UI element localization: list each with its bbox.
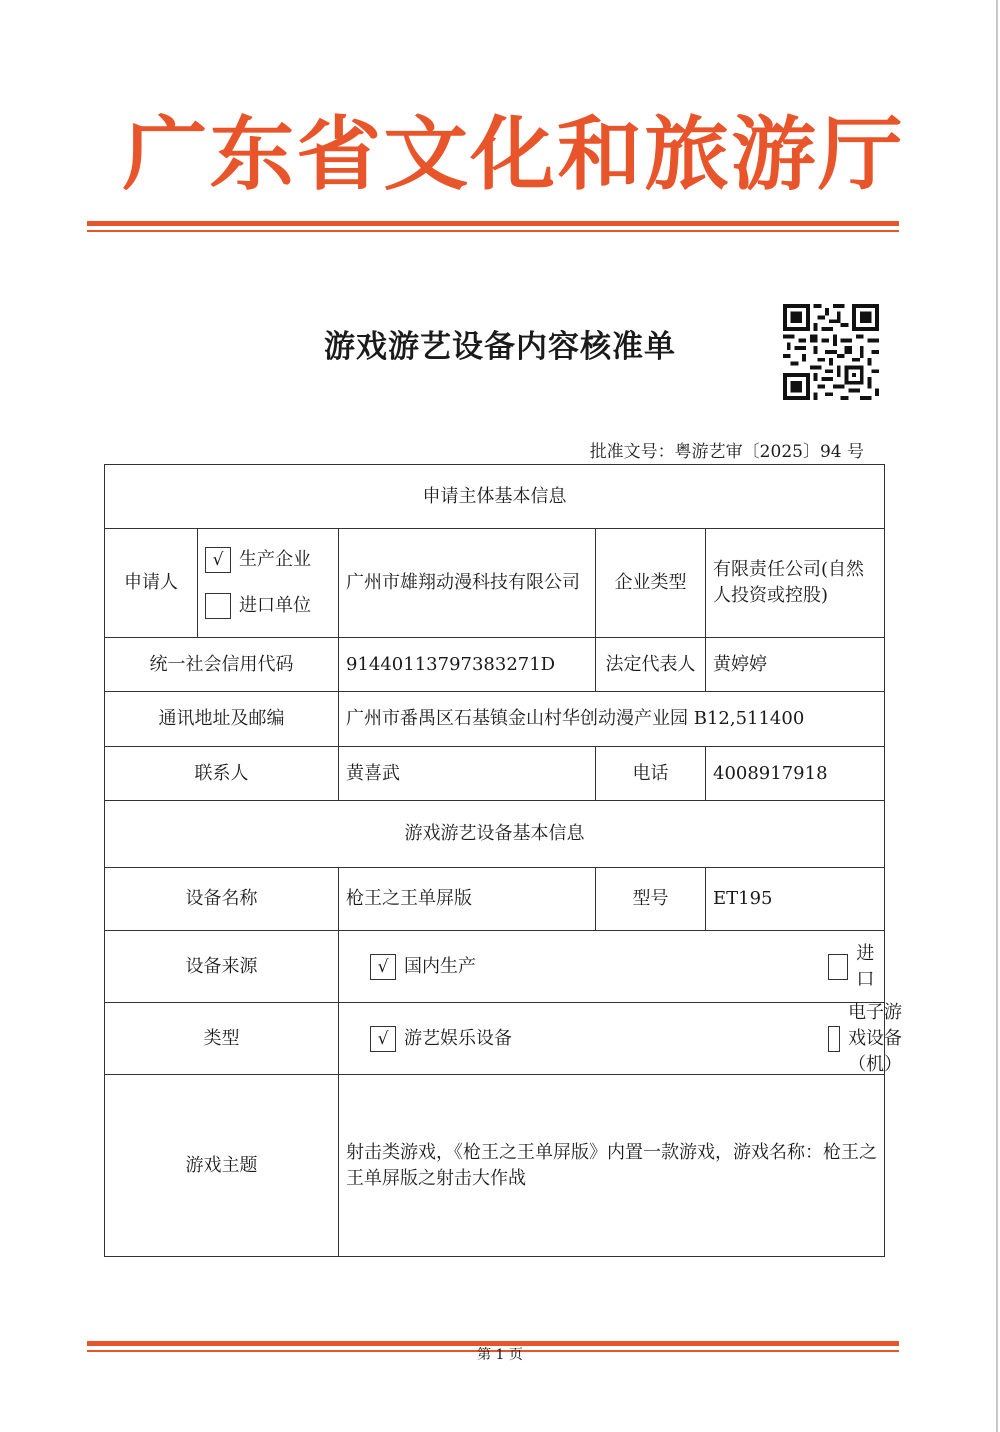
option-amusement[interactable] [370, 1024, 512, 1054]
table-row [105, 931, 885, 1003]
checkbox-checked-icon[interactable]: √ [370, 954, 396, 980]
theme-value: 射击类游戏，《枪王之王单屏版》内置一款游戏，游戏名称：枪王之王单屏版之射击大作战 [339, 1075, 885, 1257]
table-row [105, 1003, 885, 1075]
source-label: 设备来源 [105, 931, 339, 1003]
legal-rep-label: 法定代表人 [596, 638, 706, 692]
option-label: 游艺娱乐设备 [404, 1027, 512, 1049]
checkbox-empty-icon[interactable] [828, 954, 848, 980]
option-domestic[interactable] [370, 952, 476, 982]
table-row [105, 529, 885, 638]
checkbox-empty-icon[interactable] [828, 1026, 840, 1052]
option-label: 进口单位 [239, 595, 311, 616]
checkbox-empty-icon[interactable] [205, 593, 231, 619]
table-row [105, 868, 885, 931]
company-name: 广州市雄翔动漫科技有限公司 [339, 529, 596, 638]
contact-label: 联系人 [105, 747, 339, 801]
category-label: 类型 [105, 1003, 339, 1075]
address-value: 广州市番禺区石基镇金山村华创动漫产业园 B12,511400 [339, 692, 885, 747]
option-video-game[interactable] [828, 1001, 916, 1075]
option-label: 国内生产 [404, 955, 476, 977]
option-label: 生产企业 [239, 549, 311, 570]
checkbox-checked-icon[interactable]: √ [370, 1026, 396, 1052]
phone-label: 电话 [596, 747, 706, 801]
contact-value: 黄喜武 [339, 747, 596, 801]
applicant-label: 申请人 [105, 529, 198, 638]
option-label: 电子游戏设备（机） [848, 1001, 903, 1075]
enterprise-type-value: 有限责任公司(自然人投资或控股) [706, 529, 885, 638]
theme-label: 游戏主题 [105, 1075, 339, 1257]
credit-code-label: 统一社会信用代码 [105, 638, 339, 692]
table-row [105, 801, 885, 868]
header-rule-thick [87, 221, 899, 226]
legal-rep-value: 黄婷婷 [706, 638, 885, 692]
agency-letterhead: 广东省文化和旅游厅 [122, 107, 905, 201]
device-name-value: 枪王之王单屏版 [339, 868, 596, 931]
option-importer[interactable] [205, 591, 331, 621]
approval-number: 批准文号：粤游艺审〔2025〕94 号 [589, 442, 864, 462]
checkbox-checked-icon[interactable]: √ [205, 547, 231, 573]
credit-code-value: 91440113797383271D [339, 638, 596, 692]
option-import[interactable] [828, 942, 884, 990]
table-row [105, 692, 885, 747]
table-row [105, 465, 885, 529]
scan-edge [996, 0, 998, 1432]
model-label: 型号 [596, 868, 706, 931]
document-title: 游戏游艺设备内容核准单 [324, 329, 676, 365]
table-row [105, 1075, 885, 1257]
address-label: 通讯地址及邮编 [105, 692, 339, 747]
source-options [339, 931, 885, 1003]
table-row [105, 747, 885, 801]
category-options [339, 1001, 903, 1075]
model-value: ET195 [706, 868, 885, 931]
page-number: 第 1 页 [477, 1347, 523, 1363]
option-manufacturer[interactable] [205, 545, 331, 575]
header-rule-thin [87, 230, 899, 232]
device-name-label: 设备名称 [105, 868, 339, 931]
enterprise-type-label: 企业类型 [596, 529, 706, 638]
qr-code-icon [783, 304, 879, 400]
equipment-section-heading: 游戏游艺设备基本信息 [105, 801, 885, 868]
option-label: 进口 [856, 942, 875, 990]
table-row [105, 638, 885, 692]
phone-value: 4008917918 [706, 747, 885, 801]
applicant-type-options [198, 529, 339, 638]
applicant-section-heading: 申请主体基本信息 [105, 465, 885, 529]
approval-form-table [104, 464, 903, 1257]
